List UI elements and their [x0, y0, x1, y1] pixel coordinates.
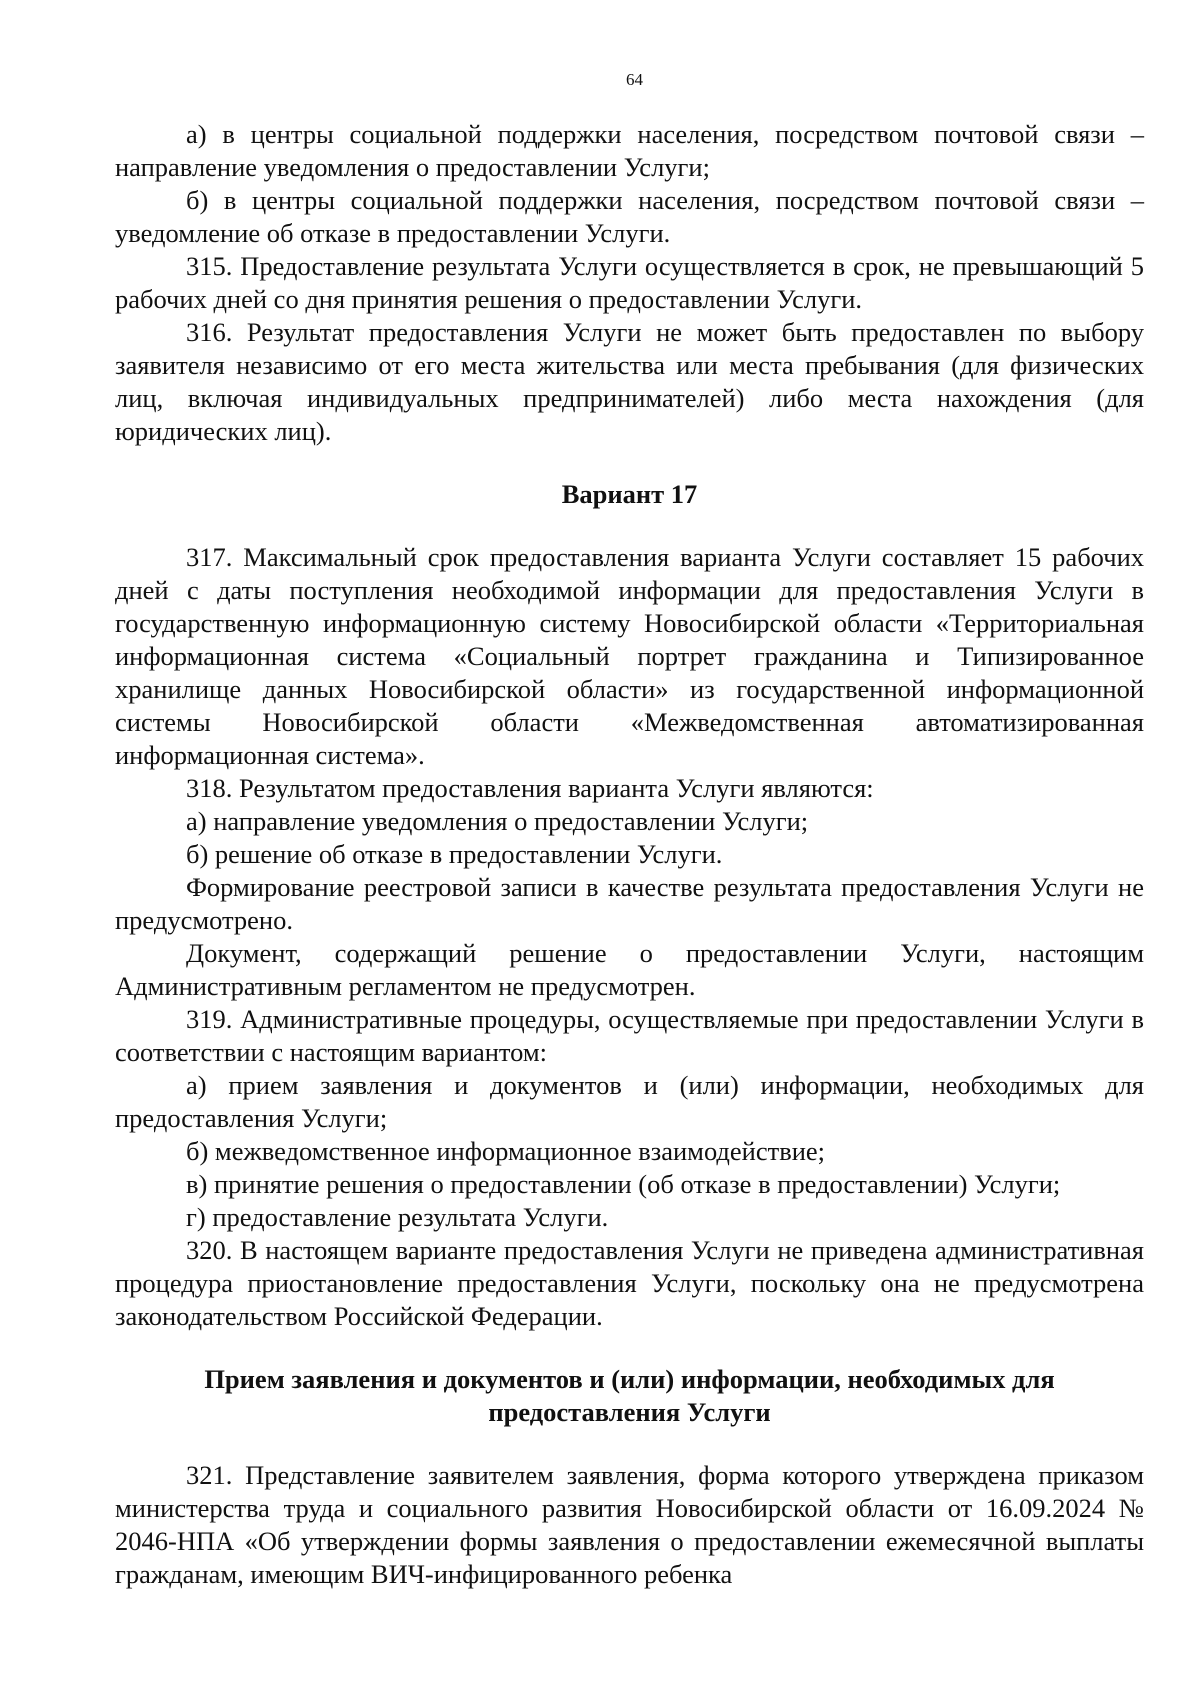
page-number: 64 — [626, 70, 643, 89]
paragraph-318-item-b: б) решение об отказе в предоставлении Услуги. — [186, 839, 723, 869]
variant-heading: Вариант 17 — [561, 479, 698, 509]
paragraph-319-item-c: в) принятие решения о предоставлении (об отказе в предоставлении) Услуги; — [186, 1169, 1061, 1199]
paragraph-318-item-a: а) направление уведомления о предоставлении Услуги; — [186, 806, 809, 836]
paragraph-decision-document: Документ, содержащий решение о предоставлении Услуги, настоящим Административным регламентом не предусмотрен. — [115, 938, 1144, 1001]
paragraph-319-item-b: б) межведомственное информационное взаимодействие; — [186, 1136, 826, 1166]
paragraph-registry-record: Формирование реестровой записи в качестве результата предоставления Услуги не предусмотрено. — [115, 872, 1144, 935]
paragraph-319-item-d: г) предоставление результата Услуги. — [186, 1202, 609, 1232]
paragraph-315: 315. Предоставление результата Услуги осуществляется в срок, не превышающий 5 рабочих дней со дня принятия решения о предоставлении Услуги. — [115, 251, 1144, 314]
paragraph-319-item-a: а) прием заявления и документов и (или) информации, необходимых для предоставления Услуги; — [115, 1070, 1144, 1133]
section-heading-line-1: Прием заявления и документов и (или) информации, необходимых для — [204, 1364, 1055, 1394]
paragraph-319: 319. Административные процедуры, осуществляемые при предоставлении Услуги в соответствии с настоящим вариантом: — [115, 1004, 1144, 1067]
section-heading-line-2: предоставления Услуги — [488, 1397, 771, 1427]
paragraph-item-b-refusal: б) в центры социальной поддержки населения, посредством почтовой связи – уведомление об отказе в предоставлении Услуги. — [115, 185, 1144, 248]
paragraph-321: 321. Представление заявителем заявления, форма которого утверждена приказом министерства труда и социального развития Новосибирской области от 16.09.2024 № 2046-НПА «Об утверждении формы заявления о предоставлении ежемесячной выплаты гражданам, имеющим ВИЧ-инфицированного ребенка — [115, 1460, 1144, 1589]
paragraph-item-a-notification: а) в центры социальной поддержки населения, посредством почтовой связи – направление уведомления о предоставлении Услуги; — [115, 119, 1144, 182]
paragraph-320: 320. В настоящем варианте предоставления Услуги не приведена административная процедура приостановление предоставления Услуги, поскольку она не предусмотрена законодательством Российской Федерации. — [115, 1235, 1144, 1331]
document-body — [115, 118, 1144, 1591]
paragraph-318: 318. Результатом предоставления варианта Услуги являются: — [186, 773, 874, 803]
section-heading — [115, 1363, 1144, 1429]
paragraph-317: 317. Максимальный срок предоставления варианта Услуги составляет 15 рабочих дней с даты поступления необходимой информации для предоставления Услуги в государственную информационную систему Новосибирской области «Территориальная информационная система «Социальный портрет гражданина и Типизированное хранилище данных Новосибирской области» из государственной информационной системы Новосибирской области «Межведомственная автоматизированная информационная система». — [115, 542, 1144, 770]
paragraph-316: 316. Результат предоставления Услуги не может быть предоставлен по выбору заявителя независимо от его места жительства или места пребывания (для физических лиц, включая индивидуальных предпринимателей) либо места нахождения (для юридических лиц). — [115, 317, 1144, 446]
